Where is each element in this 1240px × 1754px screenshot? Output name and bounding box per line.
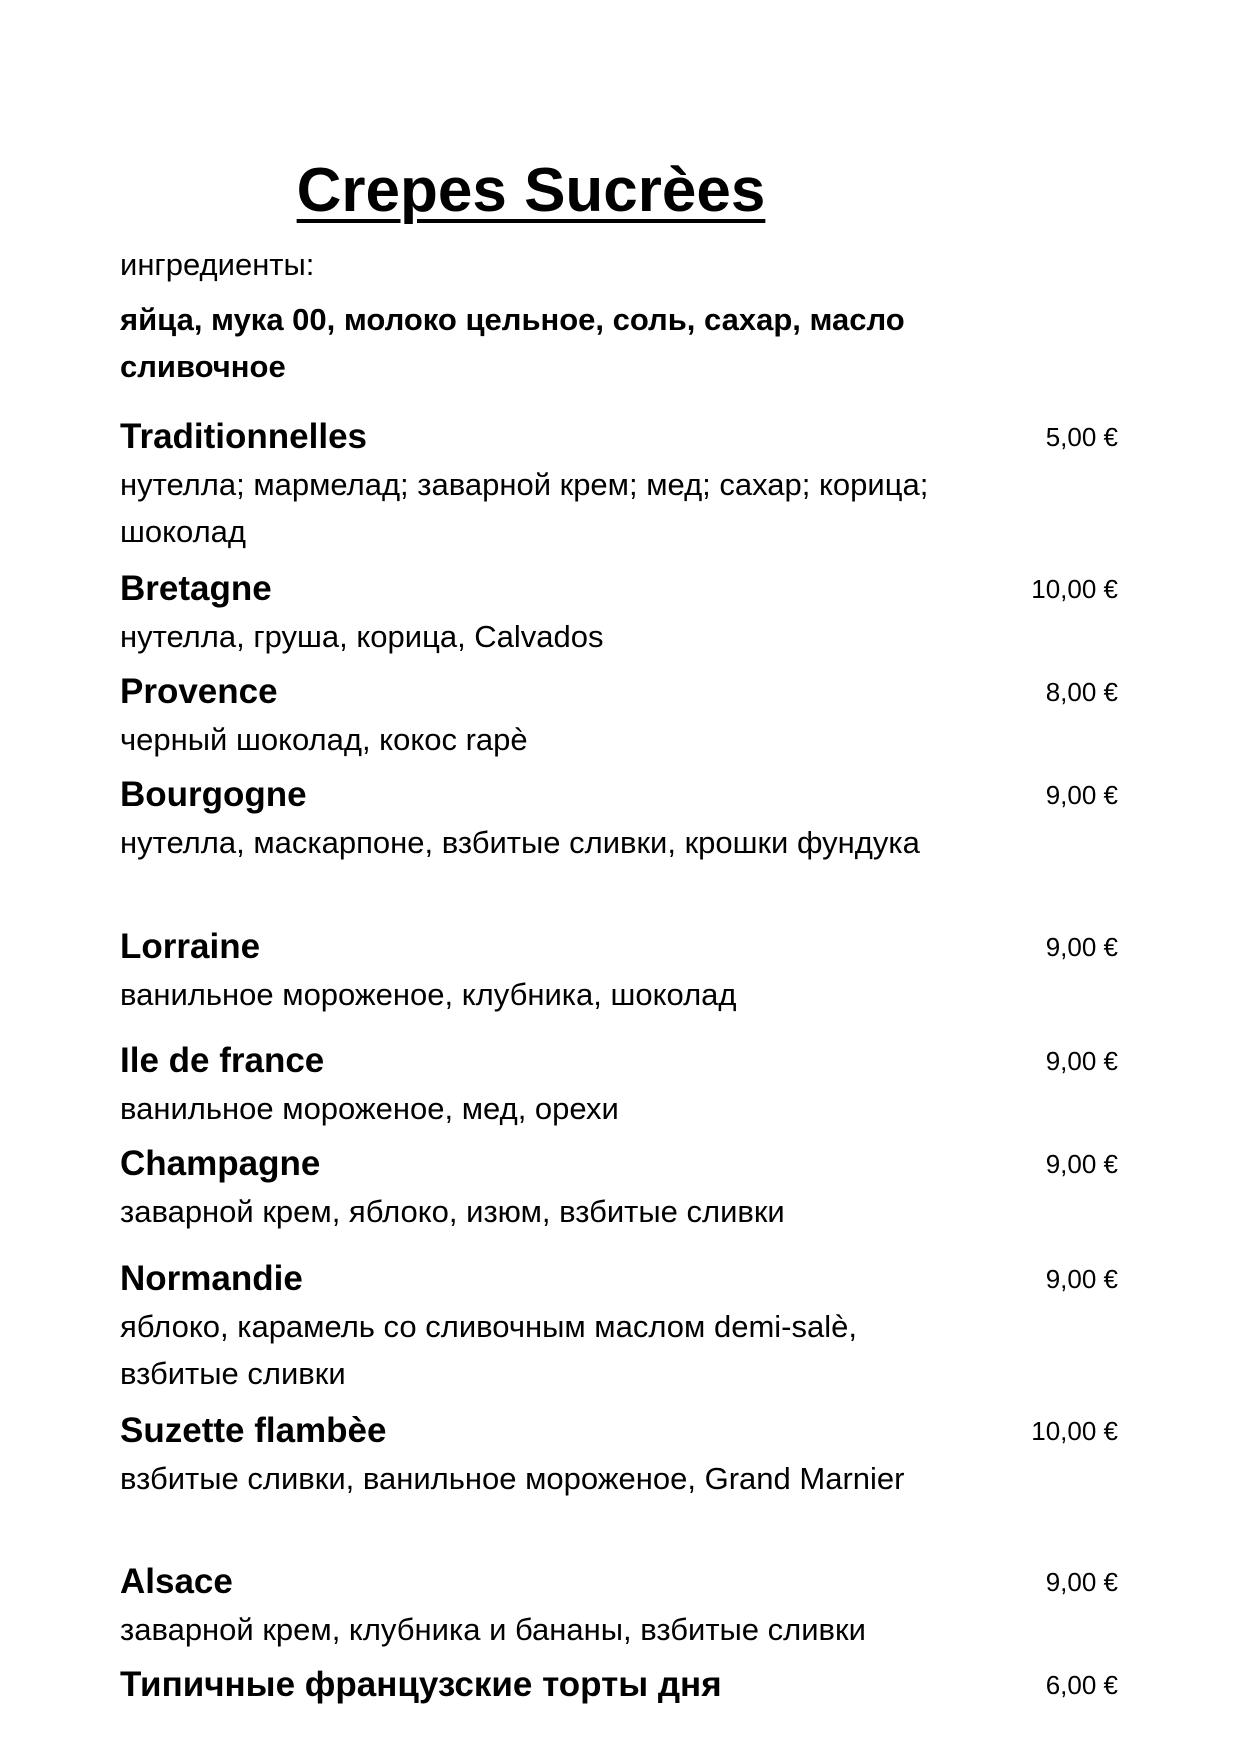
- item-description: заварной крем, яблоко, изюм, взбитые сливки: [120, 1194, 785, 1229]
- page-title: Crepes Sucrèes: [296, 156, 766, 225]
- menu-item-bretagne: [120, 568, 1118, 660]
- menu-item-suzette-flambee: [120, 1410, 1118, 1502]
- item-name: Типичные французские торты дня: [120, 1665, 722, 1704]
- menu-item-traditionnelles: [120, 416, 1118, 555]
- item-price: 10,00 €: [1031, 574, 1118, 604]
- item-description: нутелла, маскарпоне, взбитые сливки, крошки фундука: [120, 825, 920, 860]
- item-name: Provence: [120, 672, 278, 711]
- item-description: ванильное мороженое, мед, орехи: [120, 1091, 619, 1126]
- item-name: Suzette flambèe: [120, 1411, 387, 1450]
- item-description: черный шоколад, кокос rapè: [120, 722, 528, 757]
- item-name: Alsace: [120, 1562, 233, 1601]
- menu-item-provence: [120, 671, 1118, 763]
- item-name: Traditionnelles: [120, 417, 367, 456]
- item-price: 10,00 €: [1031, 1416, 1118, 1446]
- item-price: 9,00 €: [1045, 1046, 1118, 1076]
- item-price: 9,00 €: [1045, 1264, 1118, 1294]
- item-name: Lorraine: [120, 927, 261, 966]
- ingredients-list: яйца, мука 00, молоко цельное, соль, сахар, масло сливочное: [120, 302, 905, 384]
- menu-item-daily-cakes: [120, 1664, 1118, 1706]
- item-description: взбитые сливки, ванильное мороженое, Grand Marnier: [120, 1461, 905, 1496]
- item-name: Champagne: [120, 1144, 321, 1183]
- item-description: яблоко, карамель со сливочным маслом demi-salè, взбитые сливки: [120, 1309, 857, 1391]
- menu-item-normandie: [120, 1258, 1118, 1397]
- menu-item-alsace: [120, 1561, 1118, 1653]
- menu-item-bourgogne: [120, 774, 1118, 866]
- menu-item-ile-de-france: [120, 1040, 1118, 1132]
- item-name: Bourgogne: [120, 775, 307, 814]
- item-name: Normandie: [120, 1259, 303, 1298]
- item-price: 6,00 €: [1045, 1670, 1118, 1700]
- item-name: Bretagne: [120, 569, 272, 608]
- item-price: 9,00 €: [1045, 1567, 1118, 1597]
- item-price: 9,00 €: [1045, 1149, 1118, 1179]
- item-description: нутелла; мармелад; заварной крем; мед; сахар; корица; шоколад: [120, 467, 929, 549]
- item-description: нутелла, груша, корица, Calvados: [120, 619, 604, 654]
- item-price: 8,00 €: [1045, 677, 1118, 707]
- item-price: 9,00 €: [1045, 780, 1118, 810]
- item-price: 9,00 €: [1045, 932, 1118, 962]
- item-description: ванильное мороженое, клубника, шоколад: [120, 977, 737, 1012]
- ingredients-label: ингредиенты:: [120, 247, 315, 282]
- item-price: 5,00 €: [1045, 422, 1118, 452]
- menu-item-champagne: [120, 1143, 1118, 1235]
- menu-item-lorraine: [120, 926, 1118, 1018]
- item-name: Ile de france: [120, 1041, 325, 1080]
- item-description: заварной крем, клубника и бананы, взбитые сливки: [120, 1612, 866, 1647]
